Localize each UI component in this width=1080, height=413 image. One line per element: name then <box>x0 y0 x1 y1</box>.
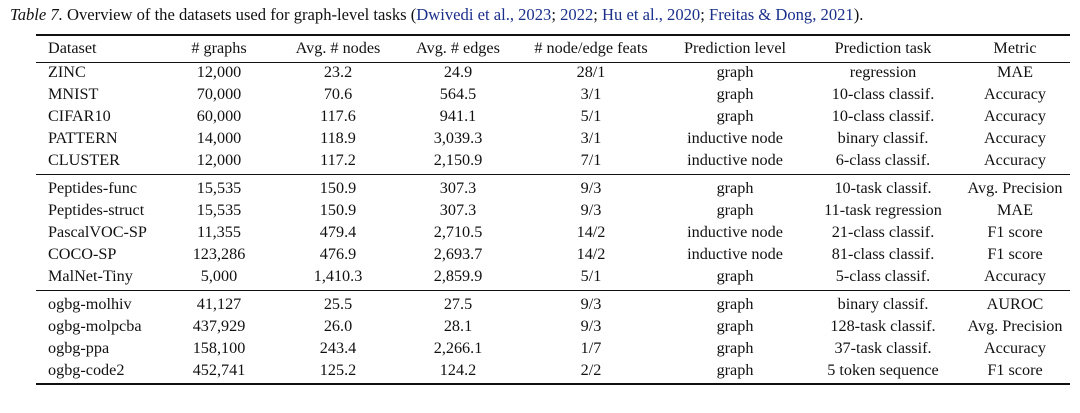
table-cell: 41,127 <box>196 295 242 313</box>
dataset-name-cell: COCO-SP <box>48 245 117 263</box>
dataset-name-cell: MNIST <box>48 85 99 103</box>
header-row <box>36 36 1070 61</box>
group-rule <box>36 290 1070 291</box>
table-cell: 14/2 <box>576 223 606 241</box>
table-cell: 28.1 <box>443 317 473 335</box>
dataset-name-cell: CIFAR10 <box>48 107 111 125</box>
table-cell: regression <box>849 63 917 81</box>
header-rule <box>36 62 1070 63</box>
table-cell: 5-class classif. <box>835 267 931 285</box>
dataset-name-cell: ogbg-ppa <box>48 339 110 357</box>
table-cell: 2,266.1 <box>433 339 483 357</box>
table-cell: 37-task classif. <box>834 339 932 357</box>
citation-separator: ; <box>700 5 709 24</box>
table-cell: F1 score <box>987 223 1043 241</box>
table-cell: Accuracy <box>983 339 1046 357</box>
table-cell: 158,100 <box>192 339 246 357</box>
table-row <box>36 199 1070 221</box>
group-rule <box>36 174 1070 175</box>
table-cell: 11-task regression <box>824 201 942 219</box>
table-cell: 124.2 <box>439 361 477 379</box>
table-cell: Accuracy <box>983 85 1046 103</box>
table-cell: Avg. Precision <box>967 179 1063 197</box>
dataset-name-cell: ZINC <box>48 63 86 81</box>
table-cell: 60,000 <box>196 107 242 125</box>
table-cell: 479.4 <box>319 223 357 241</box>
dataset-name-cell: PATTERN <box>48 129 118 147</box>
citation-separator: ; <box>593 5 603 24</box>
table-cell: 9/3 <box>580 295 602 313</box>
column-header: Metric <box>993 39 1037 57</box>
table-cell: binary classif. <box>837 129 929 147</box>
table-cell: 118.9 <box>320 129 356 147</box>
table-row <box>36 265 1070 287</box>
dataset-name-cell: ogbg-molhiv <box>48 295 132 313</box>
table-row <box>36 337 1070 359</box>
table-cell: 307.3 <box>439 179 477 197</box>
table-cell: 28/1 <box>576 63 606 81</box>
dataset-name-cell: Peptides-struct <box>48 201 145 219</box>
table-cell: Accuracy <box>983 151 1046 169</box>
table-cell: 12,000 <box>196 63 242 81</box>
table-cell: 117.2 <box>320 151 356 169</box>
table-cell: 1,410.3 <box>313 267 363 285</box>
table-cell: 2,710.5 <box>433 223 483 241</box>
table-cell: graph <box>716 107 754 125</box>
table-row <box>36 293 1070 315</box>
table-cell: 5/1 <box>580 267 602 285</box>
table-cell: 5 token sequence <box>827 361 939 379</box>
table-cell: 6-class classif. <box>835 151 931 169</box>
table-cell: 15,535 <box>196 179 242 197</box>
table-row <box>36 61 1070 83</box>
table-cell: 21-class classif. <box>831 223 935 241</box>
table-cell: 24.9 <box>443 63 473 81</box>
table-cell: inductive node <box>687 245 783 263</box>
table-cell: 2,150.9 <box>433 151 483 169</box>
dataset-name-cell: Peptides-func <box>48 179 138 197</box>
table-cell: 307.3 <box>439 201 477 219</box>
table-cell: 125.2 <box>319 361 357 379</box>
column-header: Prediction level <box>683 39 787 57</box>
citation-link[interactable]: Freitas & Dong, 2021 <box>708 5 854 24</box>
table-cell: 452,741 <box>192 361 246 379</box>
column-header: Avg. # edges <box>416 39 500 57</box>
column-header: Prediction task <box>834 39 932 57</box>
caption-label: Table 7. <box>10 5 63 24</box>
table-cell: graph <box>716 201 754 219</box>
bottom-rule <box>36 383 1070 385</box>
table-cell: 12,000 <box>196 151 242 169</box>
table-cell: 5/1 <box>580 107 602 125</box>
table-cell: 9/3 <box>580 317 602 335</box>
table-cell: graph <box>716 317 754 335</box>
table-cell: MAE <box>997 63 1033 81</box>
table-cell: inductive node <box>687 151 783 169</box>
table-cell: 14,000 <box>196 129 242 147</box>
table-cell: 10-task classif. <box>834 179 932 197</box>
table-cell: 3/1 <box>580 85 602 103</box>
table-cell: AUROC <box>986 295 1044 313</box>
table-row <box>36 243 1070 265</box>
table-cell: binary classif. <box>837 295 929 313</box>
table-cell: 5,000 <box>200 267 238 285</box>
table-cell: 25.5 <box>323 295 353 313</box>
table-cell: 27.5 <box>443 295 473 313</box>
table-cell: F1 score <box>987 245 1043 263</box>
table-cell: inductive node <box>687 223 783 241</box>
table-row <box>36 127 1070 149</box>
citation-separator: ; <box>551 5 561 24</box>
table-cell: 10-class classif. <box>831 85 935 103</box>
caption-text: Overview of the datasets used for graph-level tasks ( <box>62 5 417 24</box>
table-cell: graph <box>716 295 754 313</box>
table-cell: 2,693.7 <box>433 245 483 263</box>
table-cell: graph <box>716 361 754 379</box>
table-cell: 70.6 <box>323 85 353 103</box>
table-row <box>36 149 1070 171</box>
table-cell: graph <box>716 63 754 81</box>
dataset-name-cell: PascalVOC-SP <box>48 223 147 241</box>
dataset-name-cell: ogbg-code2 <box>48 361 125 379</box>
table-cell: Accuracy <box>983 129 1046 147</box>
table-cell: 123,286 <box>192 245 246 263</box>
table-cell: Avg. Precision <box>967 317 1063 335</box>
table-cell: 3/1 <box>580 129 602 147</box>
table-cell: 476.9 <box>319 245 357 263</box>
table-row <box>36 221 1070 243</box>
table-cell: graph <box>716 179 754 197</box>
table-cell: 14/2 <box>576 245 606 263</box>
table-cell: 2/2 <box>580 361 602 379</box>
citation-link[interactable]: Hu et al., 2020 <box>602 5 701 24</box>
table-cell: 150.9 <box>319 179 357 197</box>
citation-link[interactable]: Dwivedi et al., 2023 <box>416 5 552 24</box>
table-cell: Accuracy <box>983 107 1046 125</box>
table-cell: 437,929 <box>192 317 246 335</box>
column-header: Avg. # nodes <box>295 39 381 57</box>
datasets-table <box>36 36 1070 381</box>
table-cell: 15,535 <box>196 201 242 219</box>
table-cell: graph <box>716 339 754 357</box>
table-cell: 23.2 <box>323 63 353 81</box>
table-cell: MAE <box>997 201 1033 219</box>
column-header: # graphs <box>191 39 247 57</box>
column-header: # node/edge feats <box>534 39 648 57</box>
dataset-name-cell: ogbg-molpcba <box>48 317 142 335</box>
table-caption <box>10 4 1072 26</box>
table-cell: 564.5 <box>439 85 477 103</box>
table-cell: 3,039.3 <box>433 129 483 147</box>
table-row <box>36 177 1070 199</box>
dataset-name-cell: CLUSTER <box>48 151 120 169</box>
table-cell: 128-task classif. <box>830 317 936 335</box>
citation-link[interactable]: 2022 <box>560 5 594 24</box>
table-cell: F1 score <box>987 361 1043 379</box>
table-cell: 941.1 <box>439 107 477 125</box>
table-cell: 1/7 <box>580 339 602 357</box>
table-cell: 117.6 <box>320 107 356 125</box>
column-header: Dataset <box>48 39 97 57</box>
table-cell: 7/1 <box>580 151 602 169</box>
table-cell: graph <box>716 85 754 103</box>
table-row <box>36 83 1070 105</box>
table-row <box>36 315 1070 337</box>
caption-end: ). <box>853 5 864 24</box>
table-body <box>36 61 1070 381</box>
table-cell: 26.0 <box>323 317 353 335</box>
table-cell: 9/3 <box>580 179 602 197</box>
table-row <box>36 105 1070 127</box>
table-cell: 81-class classif. <box>831 245 935 263</box>
table-cell: inductive node <box>687 129 783 147</box>
table-cell: 2,859.9 <box>433 267 483 285</box>
table-cell: 10-class classif. <box>831 107 935 125</box>
table-cell: 150.9 <box>319 201 357 219</box>
dataset-name-cell: MalNet-Tiny <box>48 267 133 285</box>
table-row <box>36 359 1070 381</box>
table-cell: 70,000 <box>196 85 242 103</box>
table-cell: graph <box>716 267 754 285</box>
table-cell: Accuracy <box>983 267 1046 285</box>
table-cell: 11,355 <box>197 223 241 241</box>
table-cell: 9/3 <box>580 201 602 219</box>
table-cell: 243.4 <box>319 339 357 357</box>
